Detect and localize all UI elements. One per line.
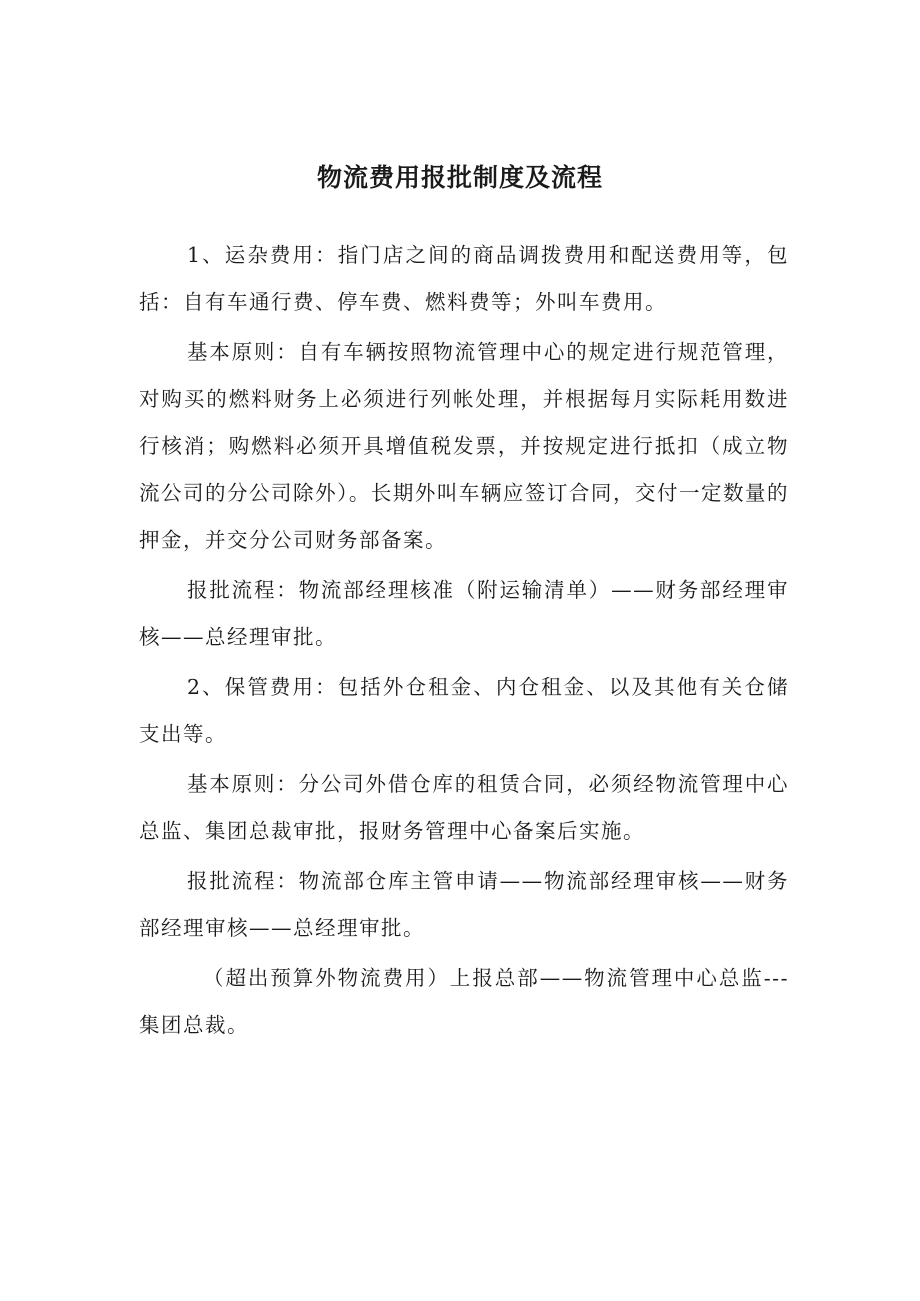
paragraph-over-budget-flow: （超出预算外物流费用）上报总部——物流管理中心总监---集团总裁。 [139, 966, 789, 1037]
paragraph-storage-costs: 2、保管费用：包括外仓租金、内仓租金、以及其他有关仓储支出等。 [139, 675, 789, 746]
document-title: 物流费用报批制度及流程 [316, 163, 603, 192]
paragraph-transport-principles: 基本原则：自有车辆按照物流管理中心的规定进行规范管理，对购买的燃料财务上必须进行列帐处理，并根据每月实际耗用数进行核消；购燃料必须开具增值税发票，并按规定进行抵扣（成立物流公司的分公司除外）。长期外叫车辆应签订合同，交付一定数量的押金，并交分公司财务部备案。 [139, 340, 789, 552]
paragraph-storage-approval-flow: 报批流程：物流部仓库主管申请——物流部经理审核——财务部经理审核——总经理审批。 [139, 869, 789, 940]
paragraph-transport-costs: 1、运杂费用：指门店之间的商品调拨费用和配送费用等，包括：自有车通行费、停车费、燃料费等；外叫车费用。 [139, 243, 789, 314]
paragraph-transport-approval-flow: 报批流程：物流部经理核准（附运输清单）——财务部经理审核——总经理审批。 [139, 578, 789, 649]
document-body [139, 232, 789, 1052]
paragraph-storage-principles: 基本原则：分公司外借仓库的租赁合同，必须经物流管理中心总监、集团总裁审批，报财务管理中心备案后实施。 [139, 772, 789, 843]
